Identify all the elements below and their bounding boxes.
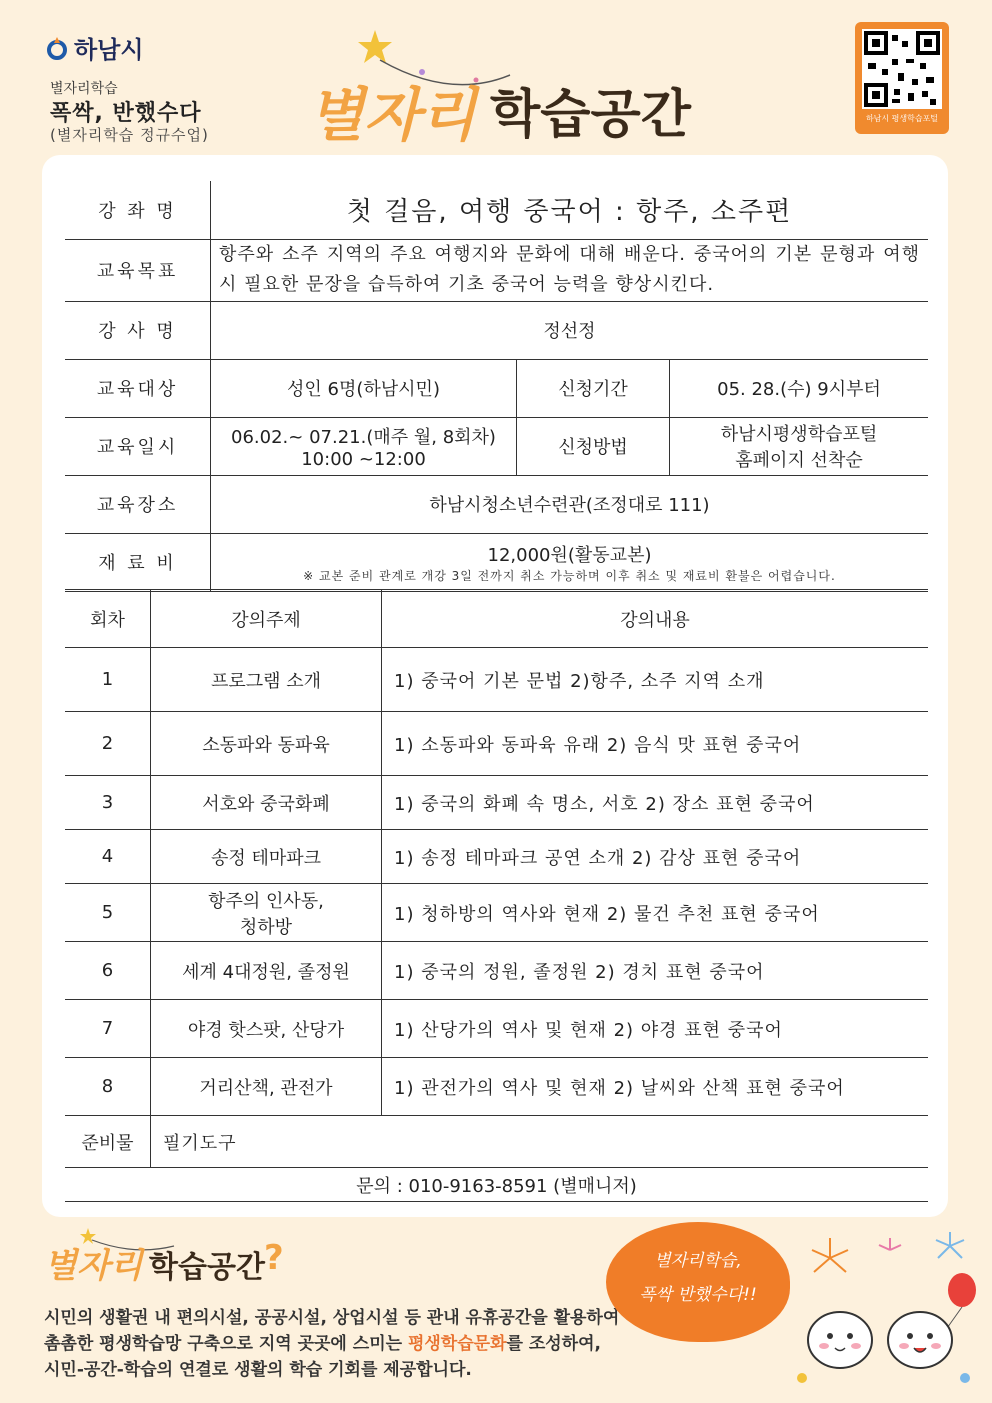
bubble-line1: 별자리학습, xyxy=(654,1251,742,1271)
session-content: 1) 중국의 정원, 졸정원 2) 경치 표현 중국어 xyxy=(382,942,929,1000)
session-content: 1) 청하방의 역사와 현재 2) 물건 추천 표현 중국어 xyxy=(382,884,929,942)
target-value: 성인 6명(하남시민) xyxy=(211,359,517,417)
header-session: 회차 xyxy=(65,590,151,648)
table-row xyxy=(65,648,928,712)
qr-code[interactable] xyxy=(855,22,949,134)
supplies-label: 준비물 xyxy=(65,1116,151,1168)
course-info-table xyxy=(65,181,928,592)
session-number: 1 xyxy=(65,648,151,712)
session-number: 8 xyxy=(65,1058,151,1116)
logo-text: 하남시 xyxy=(74,36,144,64)
footer-line2-pre: 촘촘한 평생학습망 구축으로 지역 곳곳에 스미는 xyxy=(44,1334,408,1354)
course-label: 강 좌 명 xyxy=(65,181,211,239)
mascot-illustration xyxy=(790,1228,980,1398)
header-content: 강의내용 xyxy=(382,590,929,648)
session-content: 1) 산당가의 역사 및 현재 2) 야경 표현 중국어 xyxy=(382,1000,929,1058)
table-row xyxy=(65,776,928,830)
footer-line1: 시민의 생활권 내 편의시설, 공공시설, 상업시설 등 관내 유휴공간을 활용하여 xyxy=(44,1308,620,1328)
table-row xyxy=(65,830,928,884)
goal-label: 교육목표 xyxy=(65,239,211,301)
program-subtitle: (별자리학습 정규수업) xyxy=(50,126,209,144)
program-slogan: 폭싹, 반했수다 xyxy=(50,101,202,126)
apply-method-label: 신청방법 xyxy=(517,417,670,475)
session-topic: 세계 4대정원, 졸정원 xyxy=(151,942,382,1000)
footer-logo-part1: 별자리 xyxy=(44,1246,143,1286)
session-topic: 서호와 중국화폐 xyxy=(151,776,382,830)
date-range: 06.02.~ 07.21.(매주 월, 8회차) xyxy=(231,426,496,448)
bubble-line2: 폭싹 반했수다!! xyxy=(639,1285,757,1305)
place-label: 교육장소 xyxy=(65,475,211,533)
goal-text: 항주와 소주 지역의 주요 여행지와 문화에 대해 배운다. 중국어의 기본 문형과 여행 시 필요한 문장을 습득하여 기초 중국어 능력을 향상시킨다. xyxy=(211,239,929,301)
footer-description xyxy=(44,1305,624,1383)
fee-value xyxy=(211,533,929,591)
instructor-name: 정선정 xyxy=(211,301,929,359)
footer-highlight: 평생학습문화 xyxy=(407,1334,507,1354)
session-content: 1) 관전가의 역사 및 현재 2) 날씨와 산책 표현 중국어 xyxy=(382,1058,929,1116)
instructor-label: 강 사 명 xyxy=(65,301,211,359)
session-number: 3 xyxy=(65,776,151,830)
apply-method-value xyxy=(670,417,929,475)
footer-logo-question: ? xyxy=(264,1238,284,1278)
supplies-row xyxy=(65,1116,928,1168)
apply-method-note: 홈페이지 선착순 xyxy=(735,450,863,471)
supplies-value: 필기도구 xyxy=(151,1116,929,1168)
fee-amount: 12,000원(활동교본) xyxy=(487,544,652,566)
program-name: 별자리학습 xyxy=(50,81,118,97)
title-part1: 별자리 xyxy=(308,81,477,149)
fee-note: ※ 교본 준비 관계로 개강 3일 전까지 취소 가능하며 이후 취소 및 재료비 환불은 어렵습니다. xyxy=(303,568,836,583)
hanam-logo-icon xyxy=(46,35,68,61)
apply-period-label: 신청기간 xyxy=(517,359,670,417)
date-time: 10:00 ~12:00 xyxy=(301,448,426,470)
session-content: 1) 중국어 기본 문법 2)항주, 소주 지역 소개 xyxy=(382,648,929,712)
session-content: 1) 송정 테마파크 공연 소개 2) 감상 표현 중국어 xyxy=(382,830,929,884)
session-number: 7 xyxy=(65,1000,151,1058)
table-row xyxy=(65,884,928,942)
qr-code-icon xyxy=(862,29,942,109)
table-row xyxy=(65,1058,928,1116)
footer-line2-post: 를 조성하여, xyxy=(506,1334,601,1354)
contact-row xyxy=(65,1168,928,1202)
session-number: 5 xyxy=(65,884,151,942)
title-part2: 학습공간 xyxy=(490,85,691,145)
apply-period-value: 05. 28.(수) 9시부터 xyxy=(670,359,929,417)
place-value: 하남시청소년수련관(조정대로 111) xyxy=(211,475,929,533)
session-topic: 송정 테마파크 xyxy=(151,830,382,884)
hanam-logo xyxy=(46,30,144,65)
session-topic: 거리산책, 관전가 xyxy=(151,1058,382,1116)
table-row xyxy=(65,942,928,1000)
apply-method-portal: 하남시평생학습포털 xyxy=(720,424,878,445)
contact-info: 문의 : 010-9163-8591 (별매니저) xyxy=(65,1168,928,1202)
fee-label: 재 료 비 xyxy=(65,533,211,591)
session-topic: 소동파와 동파육 xyxy=(151,712,382,776)
header-topic: 강의주제 xyxy=(151,590,382,648)
session-number: 6 xyxy=(65,942,151,1000)
table-row xyxy=(65,712,928,776)
schedule-table xyxy=(65,589,928,1202)
session-topic-line1: 항주의 인사동, xyxy=(208,890,324,912)
session-topic xyxy=(151,884,382,942)
session-topic-line2: 청하방 xyxy=(239,916,293,938)
course-card xyxy=(42,155,948,1217)
date-label: 교육일시 xyxy=(65,417,211,475)
session-topic: 프로그램 소개 xyxy=(151,648,382,712)
target-label: 교육대상 xyxy=(65,359,211,417)
main-title xyxy=(300,20,700,150)
session-topic: 야경 핫스팟, 산당가 xyxy=(151,1000,382,1058)
table-row xyxy=(65,1000,928,1058)
footer-line2 xyxy=(44,1331,624,1357)
mascot-icon xyxy=(790,1228,980,1398)
firework-icon xyxy=(812,1238,848,1272)
date-value xyxy=(211,417,517,475)
session-content: 1) 중국의 화폐 속 명소, 서호 2) 장소 표현 중국어 xyxy=(382,776,929,830)
session-content: 1) 소동파와 동파육 유래 2) 음식 맛 표현 중국어 xyxy=(382,712,929,776)
footer-logo-part2: 학습공간 xyxy=(149,1250,265,1285)
speech-bubble xyxy=(606,1222,790,1342)
footer-logo xyxy=(44,1232,304,1292)
session-number: 4 xyxy=(65,830,151,884)
course-title: 첫 걸음, 여행 중국어 : 항주, 소주편 xyxy=(211,181,929,239)
session-number: 2 xyxy=(65,712,151,776)
footer-line3: 시민-공간-학습의 연결로 생활의 학습 기회를 제공합니다. xyxy=(44,1360,472,1380)
qr-caption: 하남시 평생학습포털 xyxy=(865,114,939,123)
